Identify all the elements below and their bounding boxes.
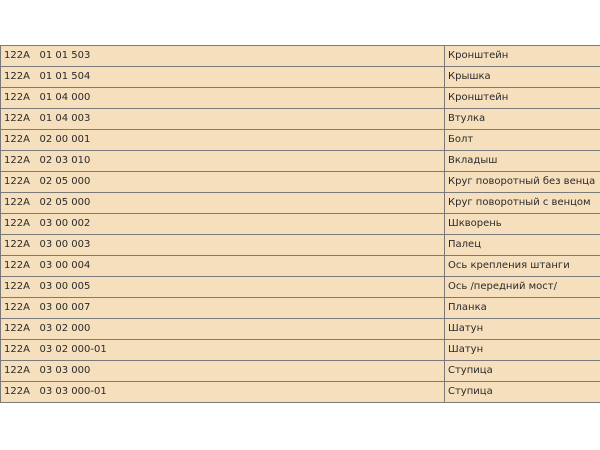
part-name-cell: Ось /передний мост/ <box>445 277 600 298</box>
part-code-cell: 122A 02 05 000 <box>1 172 445 193</box>
table-row <box>1 256 600 277</box>
part-code-cell: 122A 03 00 005 <box>1 277 445 298</box>
table-row <box>1 361 600 382</box>
part-name-cell: Ось крепления штанги <box>445 256 600 277</box>
part-name-cell: Втулка <box>445 109 600 130</box>
part-code-cell: 122A 01 01 504 <box>1 67 445 88</box>
table-row <box>1 46 600 67</box>
part-name-cell: Ступица <box>445 382 600 403</box>
part-code-cell: 122A 01 04 003 <box>1 109 445 130</box>
part-code-cell: 122A 02 03 010 <box>1 151 445 172</box>
table-row <box>1 277 600 298</box>
part-name-cell: Круг поворотный с венцом <box>445 193 600 214</box>
table-row <box>1 88 600 109</box>
parts-table <box>0 45 600 403</box>
part-code-cell: 122A 03 00 004 <box>1 256 445 277</box>
part-code-cell: 122A 03 03 000 <box>1 361 445 382</box>
table-row <box>1 319 600 340</box>
table-row <box>1 172 600 193</box>
part-name-cell: Болт <box>445 130 600 151</box>
part-code-cell: 122A 03 02 000-01 <box>1 340 445 361</box>
table-row <box>1 214 600 235</box>
part-code-cell: 122A 03 00 007 <box>1 298 445 319</box>
table-row <box>1 193 600 214</box>
part-name-cell: Шатун <box>445 319 600 340</box>
part-code-cell: 122A 02 05 000 <box>1 193 445 214</box>
table-row <box>1 340 600 361</box>
part-name-cell: Ступица <box>445 361 600 382</box>
part-name-cell: Крышка <box>445 67 600 88</box>
table-row <box>1 235 600 256</box>
part-name-cell: Планка <box>445 298 600 319</box>
part-code-cell: 122A 03 00 002 <box>1 214 445 235</box>
table-row <box>1 151 600 172</box>
part-name-cell: Шатун <box>445 340 600 361</box>
part-name-cell: Вкладыш <box>445 151 600 172</box>
part-code-cell: 122A 02 00 001 <box>1 130 445 151</box>
part-code-cell: 122A 01 01 503 <box>1 46 445 67</box>
table-row <box>1 109 600 130</box>
part-code-cell: 122A 03 02 000 <box>1 319 445 340</box>
table-row <box>1 130 600 151</box>
part-name-cell: Палец <box>445 235 600 256</box>
part-name-cell: Шкворень <box>445 214 600 235</box>
part-name-cell: Круг поворотный без венца <box>445 172 600 193</box>
table-row <box>1 298 600 319</box>
part-name-cell: Кронштейн <box>445 46 600 67</box>
part-code-cell: 122A 03 00 003 <box>1 235 445 256</box>
table-row <box>1 382 600 403</box>
part-code-cell: 122A 03 03 000-01 <box>1 382 445 403</box>
parts-table-body <box>1 46 600 403</box>
part-code-cell: 122A 01 04 000 <box>1 88 445 109</box>
part-name-cell: Кронштейн <box>445 88 600 109</box>
parts-table-container <box>0 45 600 403</box>
table-row <box>1 67 600 88</box>
